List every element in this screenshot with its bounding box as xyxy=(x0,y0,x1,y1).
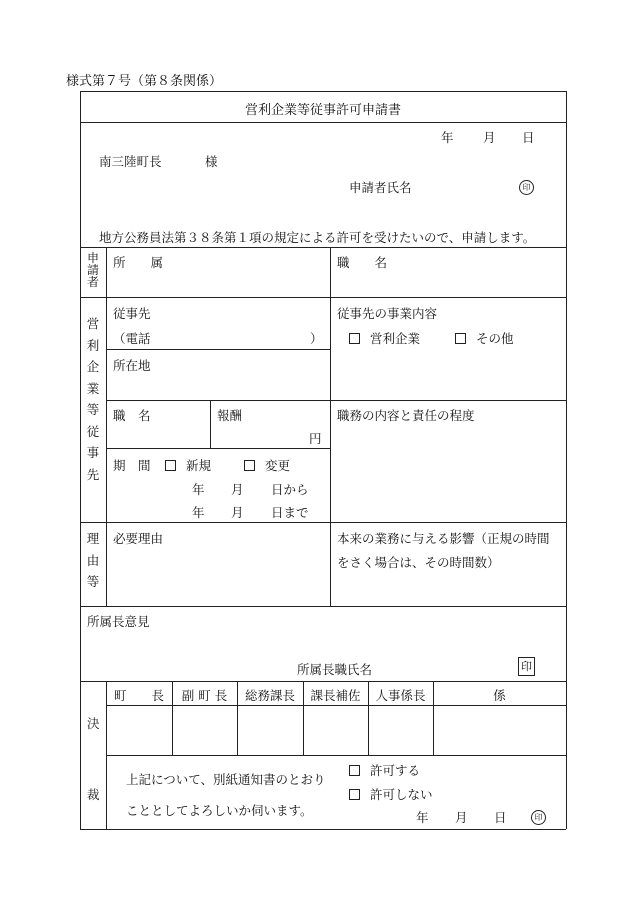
date-month: 月 xyxy=(483,130,496,145)
period-label: 期 間 xyxy=(113,458,151,473)
approval-seal-mark: 印 xyxy=(531,808,546,825)
from-day: 日から xyxy=(271,482,309,497)
header-assistant-chief: 課長補佐 xyxy=(310,688,361,703)
reason-section-label: 理 由 等 xyxy=(86,531,100,589)
employer-section-label: 営 利 企 業 等 従 事 先 xyxy=(86,316,100,482)
declaration: 地方公務員法第３８条第１項の規定による許可を受けたいので、申請します。 xyxy=(99,230,536,245)
phone-label: （電話 xyxy=(113,331,151,346)
necessity-label: 必要理由 xyxy=(113,531,164,546)
business-label: 従事先の事業内容 xyxy=(337,306,438,321)
date-year: 年 xyxy=(441,130,454,145)
applicant-section-label: 申 請 者 xyxy=(86,251,99,289)
affiliation-label: 所 属 xyxy=(113,255,164,270)
position-label: 職 名 xyxy=(337,255,388,270)
form-title: 営利企業等従事許可申請書 xyxy=(244,103,401,118)
option-deny[interactable]: 許可しない xyxy=(349,785,432,803)
business-option-commercial[interactable]: 営利企業 xyxy=(349,329,420,347)
to-year: 年 xyxy=(192,505,205,520)
job-title-label: 職 名 xyxy=(113,408,151,423)
approval-note-1: 上記について、別紙通知書のとおり xyxy=(126,772,326,787)
employer-name-label: 従事先 xyxy=(113,306,151,321)
honorific: 様 xyxy=(205,154,218,169)
frame-right xyxy=(566,91,567,829)
checkbox[interactable] xyxy=(349,789,360,800)
impact-label-2: をさく場合は、その時間数） xyxy=(337,555,500,570)
header-staff: 係 xyxy=(493,688,506,703)
phone-close: ） xyxy=(310,331,323,346)
supervisor-opinion-label: 所属長意見 xyxy=(87,614,150,629)
frame-left xyxy=(80,91,81,829)
approval-date-day: 日 xyxy=(494,810,507,825)
checkbox[interactable] xyxy=(455,333,466,344)
form-number: 様式第７号（第８条関係） xyxy=(66,74,223,89)
from-month: 月 xyxy=(231,482,244,497)
header-mayor: 町 長 xyxy=(113,688,164,703)
yen-unit: 円 xyxy=(309,431,322,446)
supervisor-seal: 印 xyxy=(518,657,535,676)
approval-label-top: 決 xyxy=(87,716,100,731)
approval-label-bottom: 裁 xyxy=(87,787,100,802)
address-label: 所在地 xyxy=(113,358,151,373)
applicant-name-label: 申請者氏名 xyxy=(349,180,412,195)
header-general-affairs-chief: 総務課長 xyxy=(244,688,295,703)
checkbox[interactable] xyxy=(244,460,255,471)
from-year: 年 xyxy=(192,482,205,497)
header-deputy-mayor: 副 町 長 xyxy=(181,688,228,703)
addressee: 南三陸町長 xyxy=(99,154,162,169)
approval-date-year: 年 xyxy=(416,810,429,825)
business-option-other[interactable]: その他 xyxy=(455,329,513,347)
approval-date-month: 月 xyxy=(455,810,468,825)
option-approve[interactable]: 許可する xyxy=(349,761,420,779)
impact-label-1: 本来の業務に与える影響（正規の時間 xyxy=(337,531,550,546)
date-day: 日 xyxy=(522,130,535,145)
pay-label: 報酬 xyxy=(217,408,243,423)
to-month: 月 xyxy=(231,505,244,520)
applicant-seal-mark: 印 xyxy=(519,178,534,195)
approval-note-2: こととしてよろしいか伺います。 xyxy=(126,803,313,818)
frame-bottom xyxy=(80,829,566,830)
duties-label: 職務の内容と責任の程度 xyxy=(337,408,475,423)
to-day: 日まで xyxy=(271,505,309,520)
period-option-new[interactable]: 新規 xyxy=(165,456,211,474)
period-option-change[interactable]: 変更 xyxy=(244,456,290,474)
header-personnel-head: 人事係長 xyxy=(375,688,426,703)
checkbox[interactable] xyxy=(349,765,360,776)
supervisor-name-label: 所属長職氏名 xyxy=(297,662,373,677)
checkbox[interactable] xyxy=(349,333,360,344)
frame-top xyxy=(80,91,566,92)
checkbox[interactable] xyxy=(165,460,176,471)
